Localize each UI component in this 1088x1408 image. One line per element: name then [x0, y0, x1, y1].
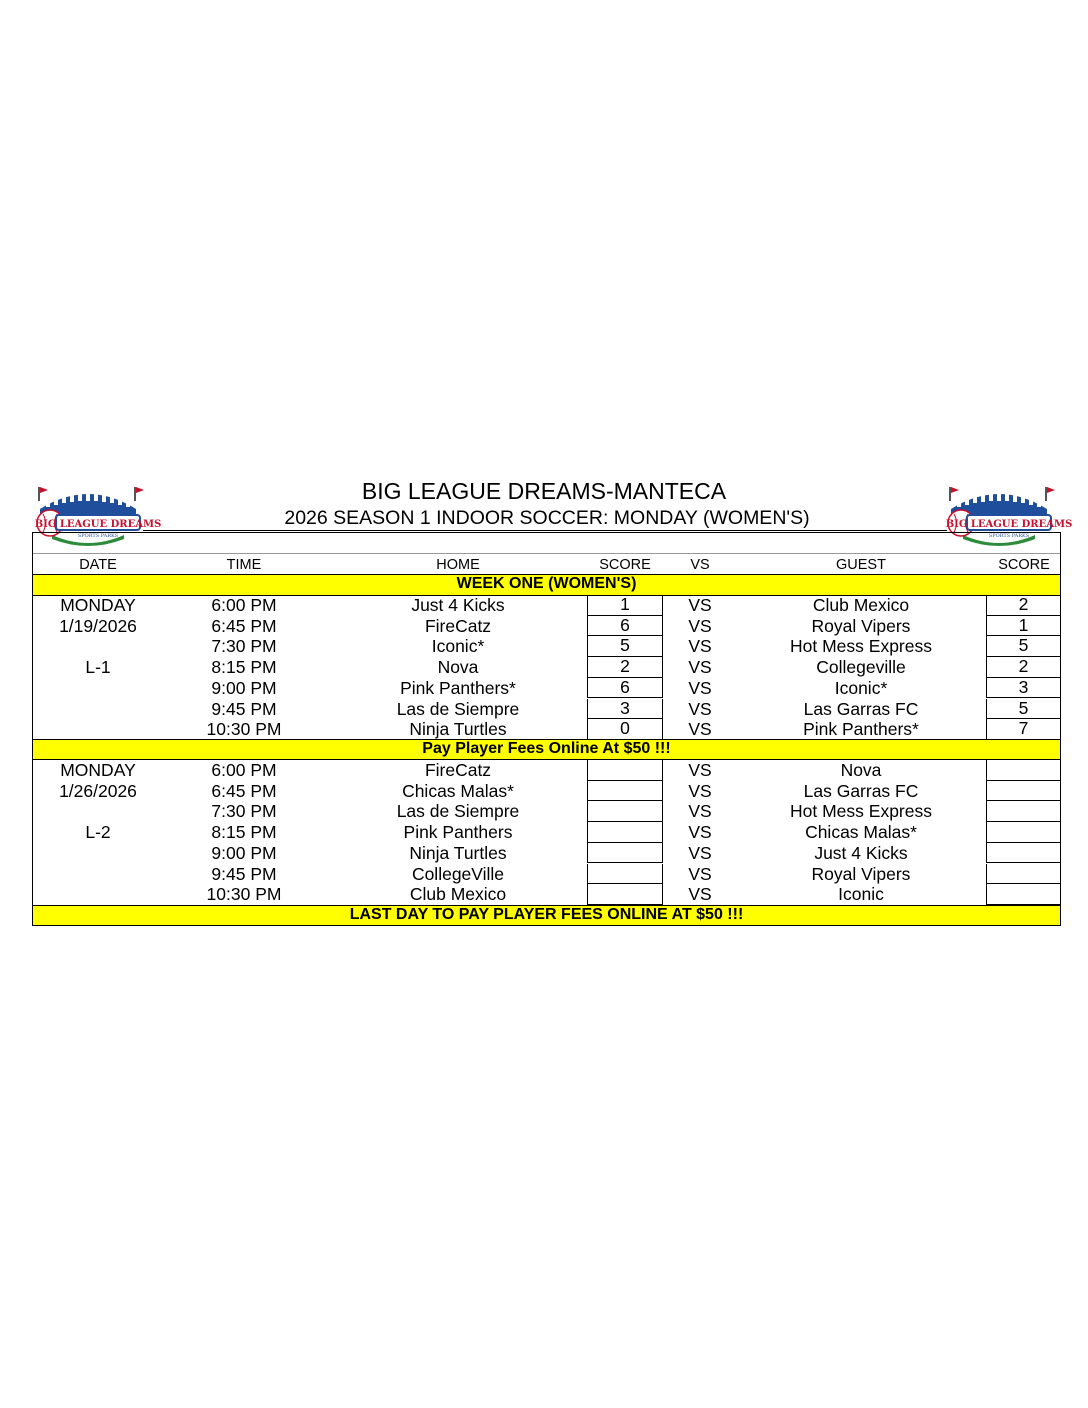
guest-score: 5 [986, 699, 1061, 720]
vs-label: VS [688, 863, 712, 884]
game-time: 6:45 PM [211, 780, 277, 801]
home-score [587, 843, 663, 864]
guest-team: Las Garras FC [803, 698, 919, 719]
guest-score [986, 760, 1061, 781]
header-separator [33, 553, 1060, 554]
page-subtitle: 2026 SEASON 1 INDOOR SOCCER: MONDAY (WOMEN'S) [284, 507, 810, 529]
page-title: BIG LEAGUE DREAMS-MANTECA [361, 478, 727, 504]
home-team: Pink Panthers* [400, 677, 516, 698]
guest-team: Iconic [838, 884, 884, 905]
home-score: 6 [587, 616, 663, 637]
vs-label: VS [688, 657, 712, 678]
home-team: Las de Siempre [396, 801, 520, 822]
game-time: 10:30 PM [206, 884, 282, 905]
guest-score: 1 [986, 616, 1061, 637]
column-header-home: HOME [436, 557, 480, 573]
vs-label: VS [688, 884, 712, 905]
vs-label: VS [688, 842, 712, 863]
home-team: Chicas Malas* [402, 780, 514, 801]
home-score: 3 [587, 699, 663, 720]
vs-label: VS [688, 698, 712, 719]
home-score [587, 822, 663, 843]
game-time: 6:45 PM [211, 615, 277, 636]
vs-label: VS [688, 677, 712, 698]
game-time: 8:15 PM [211, 657, 277, 678]
day-label: L-2 [85, 822, 111, 843]
vs-label: VS [688, 780, 712, 801]
home-score: 0 [587, 719, 663, 740]
home-team: Ninja Turtles [409, 842, 507, 863]
home-team: Iconic* [431, 636, 485, 657]
game-time: 9:00 PM [211, 677, 277, 698]
fees-banner: Pay Player Fees Online At $50 !!! [33, 739, 1060, 760]
game-time: 6:00 PM [211, 595, 277, 615]
home-score: 2 [587, 657, 663, 678]
home-team: CollegeVille [411, 863, 505, 884]
home-team: Just 4 Kicks [411, 595, 505, 615]
game-time: 9:45 PM [211, 863, 277, 884]
guest-team: Chicas Malas* [805, 822, 917, 843]
game-time: 10:30 PM [206, 719, 282, 740]
vs-label: VS [688, 615, 712, 636]
home-score: 5 [587, 636, 663, 657]
vs-label: VS [688, 636, 712, 657]
game-time: 9:45 PM [211, 698, 277, 719]
home-score [587, 884, 663, 905]
guest-score: 2 [986, 595, 1061, 616]
column-header-time: TIME [226, 557, 262, 573]
home-team: Pink Panthers [403, 822, 513, 843]
vs-label: VS [688, 719, 712, 740]
home-team: Las de Siempre [396, 698, 520, 719]
game-time: 7:30 PM [211, 801, 277, 822]
column-header-guest: GUEST [836, 557, 886, 573]
guest-team: Pink Panthers* [803, 719, 919, 740]
day-label: L-1 [85, 657, 111, 678]
home-team: Ninja Turtles [409, 719, 507, 740]
home-team: Club Mexico [409, 884, 507, 905]
logo-subtext: SPORTS PARKS [77, 533, 119, 539]
guest-team: Hot Mess Express [790, 801, 932, 822]
guest-team: Club Mexico [812, 595, 910, 615]
guest-score [986, 822, 1061, 843]
vs-label: VS [688, 760, 712, 780]
home-score [587, 781, 663, 802]
day-label: 1/26/2026 [59, 780, 137, 801]
home-score: 1 [587, 595, 663, 616]
guest-team: Las Garras FC [803, 780, 919, 801]
footer-banner: LAST DAY TO PAY PLAYER FEES ONLINE AT $50 !!! [33, 905, 1060, 926]
guest-score: 5 [986, 636, 1061, 657]
guest-score: 2 [986, 657, 1061, 678]
vs-label: VS [688, 801, 712, 822]
guest-team: Royal Vipers [811, 615, 911, 636]
game-time: 9:00 PM [211, 842, 277, 863]
day-label: MONDAY [60, 760, 136, 780]
logo-subtext: SPORTS PARKS [988, 533, 1030, 539]
guest-score: 7 [986, 719, 1061, 740]
vs-label: VS [688, 595, 712, 615]
day-label: MONDAY [60, 595, 136, 615]
guest-team: Collegeville [816, 657, 906, 678]
home-team: FireCatz [424, 615, 492, 636]
guest-score [986, 884, 1061, 905]
home-score: 6 [587, 678, 663, 699]
guest-score [986, 843, 1061, 864]
column-header-date: DATE [79, 557, 117, 573]
home-score [587, 801, 663, 822]
week-one-banner: WEEK ONE (WOMEN'S) [33, 574, 1060, 596]
home-score [587, 760, 663, 781]
day-label: 1/19/2026 [59, 615, 137, 636]
guest-score [986, 801, 1061, 822]
logo-wordmark: BIG LEAGUE DREAMS [34, 519, 162, 530]
vs-label: VS [688, 822, 712, 843]
guest-score [986, 781, 1061, 802]
home-team: FireCatz [424, 760, 492, 780]
column-header-home-score: SCORE [599, 557, 651, 573]
game-time: 8:15 PM [211, 822, 277, 843]
column-header-vs: VS [690, 557, 710, 573]
title-underline [143, 530, 947, 531]
column-header-guest-score: SCORE [998, 557, 1050, 573]
guest-team: Royal Vipers [811, 863, 911, 884]
game-time: 7:30 PM [211, 636, 277, 657]
home-score [587, 864, 663, 885]
game-time: 6:00 PM [211, 760, 277, 780]
guest-team: Iconic* [834, 677, 888, 698]
guest-team: Hot Mess Express [790, 636, 932, 657]
guest-team: Nova [840, 760, 882, 780]
guest-score [986, 864, 1061, 885]
guest-team: Just 4 Kicks [814, 842, 908, 863]
guest-score: 3 [986, 678, 1061, 699]
logo-wordmark: BIG LEAGUE DREAMS [945, 519, 1073, 530]
home-team: Nova [437, 657, 479, 678]
